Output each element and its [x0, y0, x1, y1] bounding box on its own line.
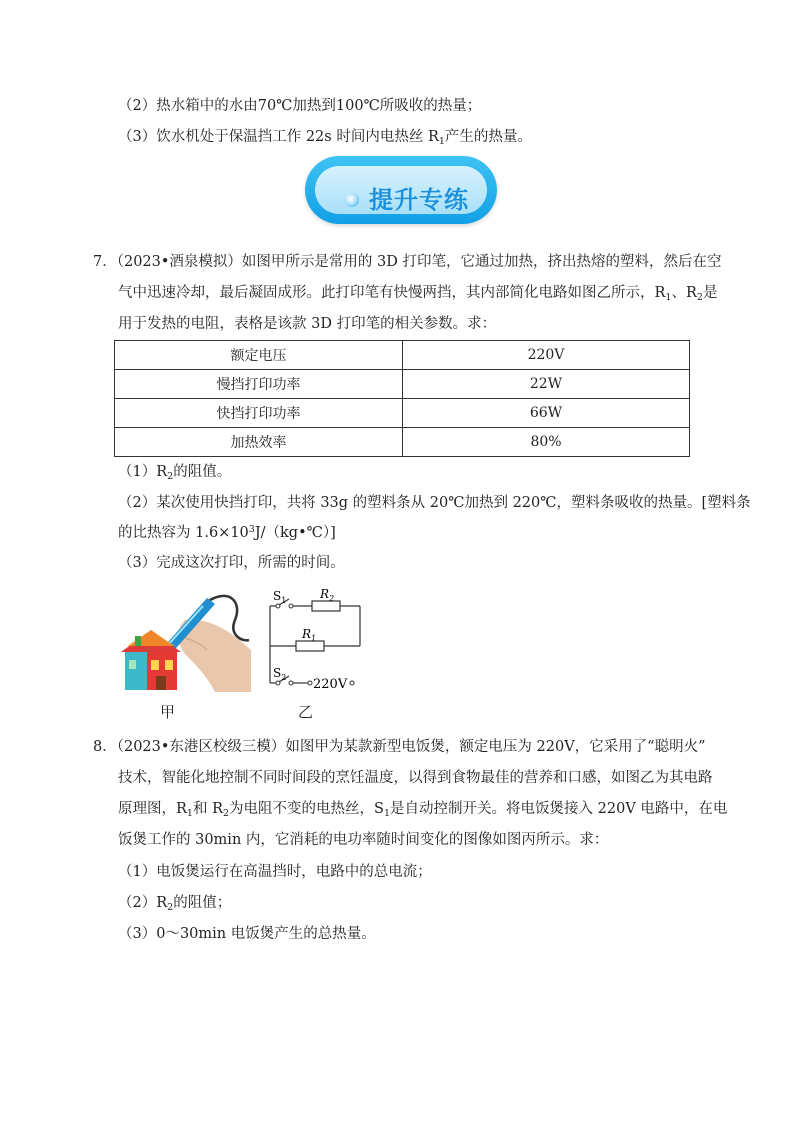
- table-row: [115, 341, 690, 370]
- q8-line-2: 技术，智能化地控制不同时间段的烹饪温度，以得到食物最佳的营养和口感，如图乙为其电路: [118, 770, 713, 786]
- table-cell: 80%: [403, 428, 690, 457]
- section-banner: [305, 156, 497, 224]
- q8-line-1: 8．（2023•东港区校级三模）如图甲为某款新型电饭煲，额定电压为 220V，它采用了“聪明火”: [93, 739, 706, 755]
- label-s1-sub: 1: [281, 596, 287, 605]
- svg-text:R1: [301, 627, 316, 643]
- banner-dot-icon: [345, 193, 359, 207]
- resistor-r1: [296, 641, 324, 651]
- q7-sub-3: （3）完成这次打印，所需的时间。: [118, 555, 345, 571]
- label-voltage: 220V: [313, 677, 348, 692]
- table-cell: 加热效率: [115, 428, 403, 457]
- q8-sub-2: $(2)R_2$的阻值；: [118, 895, 232, 913]
- q7-line-1: 7．（2023•酒泉模拟）如图甲所示是常用的 3D 打印笔，它通过加热，挤出热熔的塑料，然后在空: [93, 254, 722, 270]
- table-cell: 22W: [403, 370, 690, 399]
- banner-label: 提升专练: [369, 186, 469, 214]
- label-s2: S: [273, 666, 282, 680]
- q8-line-4: 饭煲工作的 30min 内，它消耗的电功率随时间变化的图像如图丙所示。求：: [118, 832, 609, 848]
- svg-text:S1: [273, 589, 286, 605]
- question-part-2: （2）热水箱中的水由70℃加热到100℃所吸收的热量；: [118, 98, 482, 114]
- q7-sub-1: $(1)R_2$的阻值。: [118, 464, 232, 482]
- svg-text:S2: [273, 666, 286, 682]
- label-r1-sub: 1: [311, 634, 317, 643]
- table-cell: 慢挡打印功率: [115, 370, 403, 399]
- figure-caption-a: 甲: [160, 703, 176, 721]
- figure-caption-b: 乙: [298, 703, 314, 721]
- q8-sub-3: （3）0～30min 电饭煲产生的总热量。: [118, 926, 376, 942]
- label-r1: R: [302, 627, 312, 641]
- q8-sub-1: （1）电饭煲运行在高温挡时，电路中的总电流；: [118, 864, 432, 880]
- resistor-r2: [312, 601, 340, 611]
- table-row: [115, 399, 690, 428]
- svg-text:R2: [319, 588, 334, 603]
- table-cell: 快挡打印功率: [115, 399, 403, 428]
- table-row: [115, 370, 690, 399]
- q7-sub-2-line-1: （2）某次使用快挡打印，共将 33g 的塑料条从 20℃加热到 220℃，塑料条吸收的热量。[塑料条: [118, 495, 751, 511]
- q7-line-2: 气中迅速冷却，最后凝固成形。此打印笔有快慢两挡，其内部简化电路如图乙所示，$R_1$、$R_2$是: [118, 285, 718, 303]
- printing-pen-figure: [115, 580, 255, 699]
- label-s2-sub: 2: [281, 673, 287, 682]
- q8-line-3: 原理图，$R_1$和 $R_2$为电阻不变的电热丝，$S_1$是自动控制开关。将电饭煲接入 220V 电路中，在电: [118, 801, 728, 819]
- label-s1: S: [273, 589, 282, 603]
- circuit-diagram: [262, 588, 372, 700]
- q7-sub-2-line-2: 的比热容为 $1.6\times 10^3J/(kg•℃)$]: [118, 524, 336, 541]
- table-row: [115, 428, 690, 457]
- table-cell: 66W: [403, 399, 690, 428]
- parameter-table: [114, 340, 690, 457]
- table-cell: 额定电压: [115, 341, 403, 370]
- label-r2: R: [320, 588, 330, 601]
- label-r2-sub: 2: [329, 594, 335, 603]
- question-part-3: （3）饮水机处于保温挡工作 22s 时间内电热丝 $R_1$产生的热量。: [118, 129, 532, 147]
- q7-line-3: 用于发热的电阻，表格是该款 3D 打印笔的相关参数。求：: [118, 316, 497, 332]
- table-cell: 220V: [403, 341, 690, 370]
